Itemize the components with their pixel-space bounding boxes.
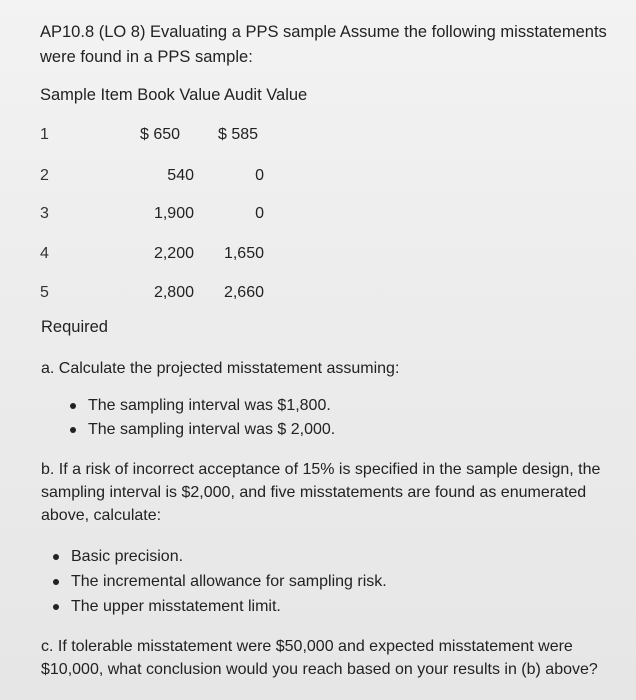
list-item	[70, 397, 331, 415]
row-audit-value: 0	[255, 205, 264, 222]
row-item-number: 3	[40, 205, 49, 222]
list-item	[53, 573, 387, 591]
row-book-value: 2,800	[153, 284, 194, 301]
row-book-value: 540	[167, 167, 194, 184]
bullet-icon	[53, 554, 59, 560]
row-audit-value: $ 585	[218, 126, 259, 143]
required-heading: Required	[41, 318, 108, 336]
part-a-text: a. Calculate the projected misstatement assuming:	[41, 360, 400, 377]
list-item	[53, 598, 281, 616]
bullet-icon	[53, 579, 59, 585]
bullet-text: Basic precision.	[71, 548, 184, 565]
bullet-text: The sampling interval was $ 2,000.	[88, 421, 336, 438]
bullet-text: The upper misstatement limit.	[71, 598, 281, 615]
row-audit-value: 0	[255, 167, 264, 184]
row-audit-value: 1,650	[223, 245, 264, 262]
row-item-number: 4	[40, 245, 49, 262]
table-header: Sample Item Book Value Audit Value	[40, 86, 308, 104]
list-item	[70, 421, 335, 439]
row-book-value: 2,200	[153, 245, 194, 262]
part-c-text: c. If tolerable misstatement were $50,000 and expected misstatement were $10,000, what conclusion would you reach based on your results in (b) above?	[41, 638, 598, 678]
bullet-icon	[53, 604, 59, 610]
row-item-number: 2	[40, 167, 49, 184]
bullet-text: The sampling interval was $1,800.	[88, 397, 331, 414]
bullet-icon	[70, 403, 76, 409]
row-item-number: 1	[40, 126, 49, 143]
part-b-text: b. If a risk of incorrect acceptance of 15% is specified in the sample design, the sampling interval is $2,000, and five misstatements are found as enumerated above, calculate:	[41, 461, 601, 524]
row-book-value: $ 650	[140, 126, 181, 143]
problem-title: AP10.8 (LO 8) Evaluating a PPS sample Assume the following misstatements were found in a PPS sample:	[40, 23, 607, 66]
row-audit-value: 2,660	[223, 284, 264, 301]
row-item-number: 5	[40, 284, 49, 301]
bullet-icon	[70, 427, 76, 433]
list-item	[53, 548, 183, 566]
row-book-value: 1,900	[153, 205, 194, 222]
bullet-text: The incremental allowance for sampling risk.	[71, 573, 387, 590]
